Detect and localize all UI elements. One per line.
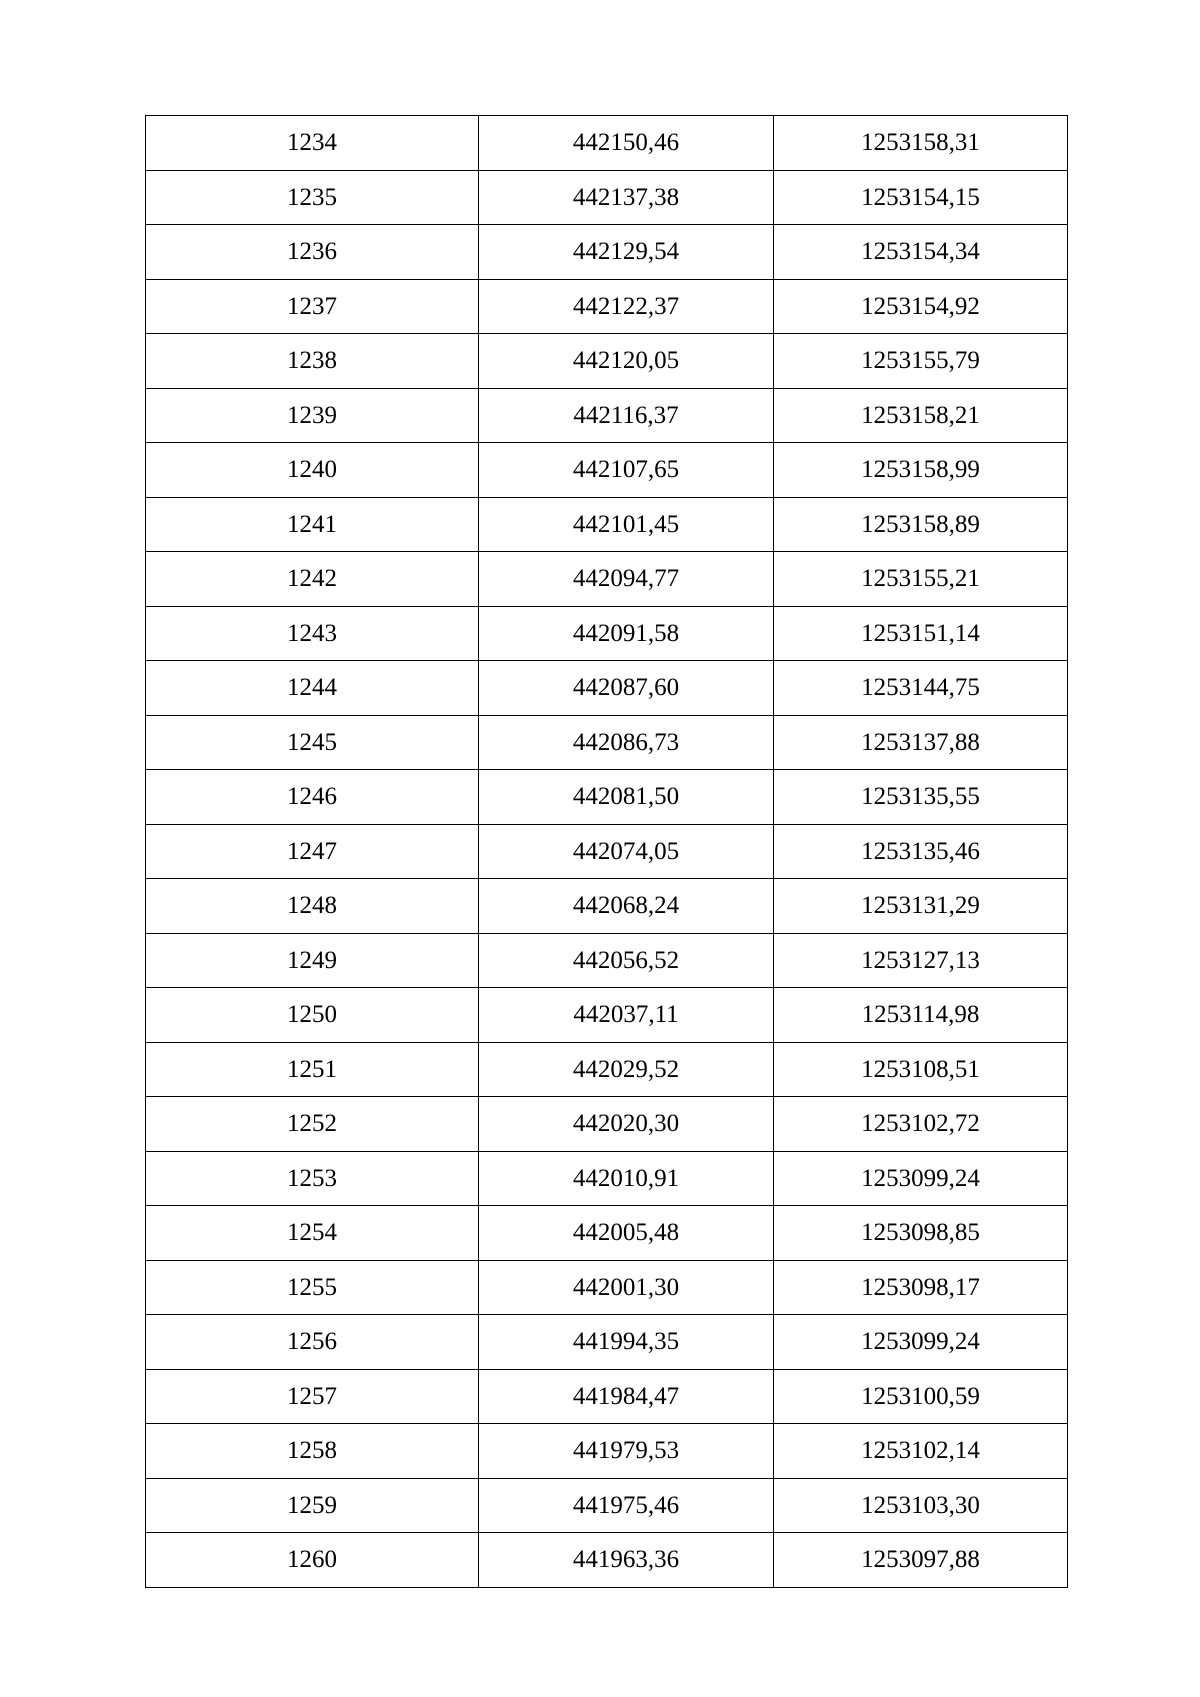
table-row <box>146 1478 1068 1533</box>
y-coordinate-cell: 1253155,79 <box>774 334 1068 389</box>
y-coordinate-cell: 1253098,85 <box>774 1206 1068 1261</box>
y-coordinate-cell: 1253103,30 <box>774 1478 1068 1533</box>
x-coordinate-cell: 442137,38 <box>479 170 774 225</box>
x-coordinate-cell: 441979,53 <box>479 1424 774 1479</box>
y-coordinate-cell: 1253108,51 <box>774 1042 1068 1097</box>
y-coordinate-cell: 1253135,46 <box>774 824 1068 879</box>
y-coordinate-cell: 1253137,88 <box>774 715 1068 770</box>
table-row <box>146 552 1068 607</box>
x-coordinate-cell: 442094,77 <box>479 552 774 607</box>
point-number-cell: 1243 <box>146 606 479 661</box>
point-number-cell: 1251 <box>146 1042 479 1097</box>
y-coordinate-cell: 1253100,59 <box>774 1369 1068 1424</box>
table-row <box>146 443 1068 498</box>
x-coordinate-cell: 441975,46 <box>479 1478 774 1533</box>
table-row <box>146 661 1068 716</box>
table-row <box>146 770 1068 825</box>
table-row <box>146 388 1068 443</box>
point-number-cell: 1239 <box>146 388 479 443</box>
y-coordinate-cell: 1253158,89 <box>774 497 1068 552</box>
y-coordinate-cell: 1253154,15 <box>774 170 1068 225</box>
x-coordinate-cell: 442107,65 <box>479 443 774 498</box>
point-number-cell: 1247 <box>146 824 479 879</box>
y-coordinate-cell: 1253158,31 <box>774 116 1068 171</box>
y-coordinate-cell: 1253099,24 <box>774 1151 1068 1206</box>
point-number-cell: 1240 <box>146 443 479 498</box>
x-coordinate-cell: 442081,50 <box>479 770 774 825</box>
x-coordinate-cell: 442091,58 <box>479 606 774 661</box>
table-row <box>146 988 1068 1043</box>
x-coordinate-cell: 442037,11 <box>479 988 774 1043</box>
coordinates-table-body <box>146 116 1068 1588</box>
point-number-cell: 1257 <box>146 1369 479 1424</box>
table-row <box>146 225 1068 280</box>
x-coordinate-cell: 442122,37 <box>479 279 774 334</box>
table-row <box>146 1097 1068 1152</box>
table-row <box>146 715 1068 770</box>
y-coordinate-cell: 1253102,72 <box>774 1097 1068 1152</box>
table-row <box>146 1533 1068 1588</box>
table-row <box>146 1260 1068 1315</box>
y-coordinate-cell: 1253097,88 <box>774 1533 1068 1588</box>
point-number-cell: 1244 <box>146 661 479 716</box>
point-number-cell: 1235 <box>146 170 479 225</box>
x-coordinate-cell: 441963,36 <box>479 1533 774 1588</box>
point-number-cell: 1254 <box>146 1206 479 1261</box>
point-number-cell: 1258 <box>146 1424 479 1479</box>
y-coordinate-cell: 1253098,17 <box>774 1260 1068 1315</box>
table-row <box>146 279 1068 334</box>
y-coordinate-cell: 1253151,14 <box>774 606 1068 661</box>
x-coordinate-cell: 442120,05 <box>479 334 774 389</box>
coordinates-table <box>145 115 1068 1588</box>
y-coordinate-cell: 1253158,21 <box>774 388 1068 443</box>
point-number-cell: 1249 <box>146 933 479 988</box>
x-coordinate-cell: 442086,73 <box>479 715 774 770</box>
table-row <box>146 933 1068 988</box>
x-coordinate-cell: 441984,47 <box>479 1369 774 1424</box>
point-number-cell: 1237 <box>146 279 479 334</box>
x-coordinate-cell: 442005,48 <box>479 1206 774 1261</box>
table-row <box>146 1424 1068 1479</box>
y-coordinate-cell: 1253144,75 <box>774 661 1068 716</box>
table-row <box>146 606 1068 661</box>
x-coordinate-cell: 442010,91 <box>479 1151 774 1206</box>
table-row <box>146 497 1068 552</box>
y-coordinate-cell: 1253154,34 <box>774 225 1068 280</box>
table-row <box>146 334 1068 389</box>
point-number-cell: 1252 <box>146 1097 479 1152</box>
x-coordinate-cell: 442001,30 <box>479 1260 774 1315</box>
point-number-cell: 1245 <box>146 715 479 770</box>
point-number-cell: 1241 <box>146 497 479 552</box>
y-coordinate-cell: 1253127,13 <box>774 933 1068 988</box>
y-coordinate-cell: 1253158,99 <box>774 443 1068 498</box>
point-number-cell: 1253 <box>146 1151 479 1206</box>
x-coordinate-cell: 442029,52 <box>479 1042 774 1097</box>
table-row <box>146 1315 1068 1370</box>
point-number-cell: 1260 <box>146 1533 479 1588</box>
y-coordinate-cell: 1253155,21 <box>774 552 1068 607</box>
point-number-cell: 1255 <box>146 1260 479 1315</box>
x-coordinate-cell: 442101,45 <box>479 497 774 552</box>
x-coordinate-cell: 442087,60 <box>479 661 774 716</box>
point-number-cell: 1250 <box>146 988 479 1043</box>
table-row <box>146 1151 1068 1206</box>
table-row <box>146 1369 1068 1424</box>
point-number-cell: 1259 <box>146 1478 479 1533</box>
y-coordinate-cell: 1253135,55 <box>774 770 1068 825</box>
point-number-cell: 1238 <box>146 334 479 389</box>
x-coordinate-cell: 442056,52 <box>479 933 774 988</box>
table-row <box>146 1206 1068 1261</box>
x-coordinate-cell: 442020,30 <box>479 1097 774 1152</box>
x-coordinate-cell: 442116,37 <box>479 388 774 443</box>
point-number-cell: 1248 <box>146 879 479 934</box>
point-number-cell: 1246 <box>146 770 479 825</box>
x-coordinate-cell: 442129,54 <box>479 225 774 280</box>
y-coordinate-cell: 1253154,92 <box>774 279 1068 334</box>
point-number-cell: 1242 <box>146 552 479 607</box>
y-coordinate-cell: 1253102,14 <box>774 1424 1068 1479</box>
y-coordinate-cell: 1253099,24 <box>774 1315 1068 1370</box>
x-coordinate-cell: 442150,46 <box>479 116 774 171</box>
point-number-cell: 1236 <box>146 225 479 280</box>
x-coordinate-cell: 442068,24 <box>479 879 774 934</box>
table-row <box>146 879 1068 934</box>
y-coordinate-cell: 1253114,98 <box>774 988 1068 1043</box>
x-coordinate-cell: 442074,05 <box>479 824 774 879</box>
table-row <box>146 824 1068 879</box>
table-row <box>146 1042 1068 1097</box>
y-coordinate-cell: 1253131,29 <box>774 879 1068 934</box>
x-coordinate-cell: 441994,35 <box>479 1315 774 1370</box>
table-row <box>146 170 1068 225</box>
point-number-cell: 1234 <box>146 116 479 171</box>
table-row <box>146 116 1068 171</box>
point-number-cell: 1256 <box>146 1315 479 1370</box>
